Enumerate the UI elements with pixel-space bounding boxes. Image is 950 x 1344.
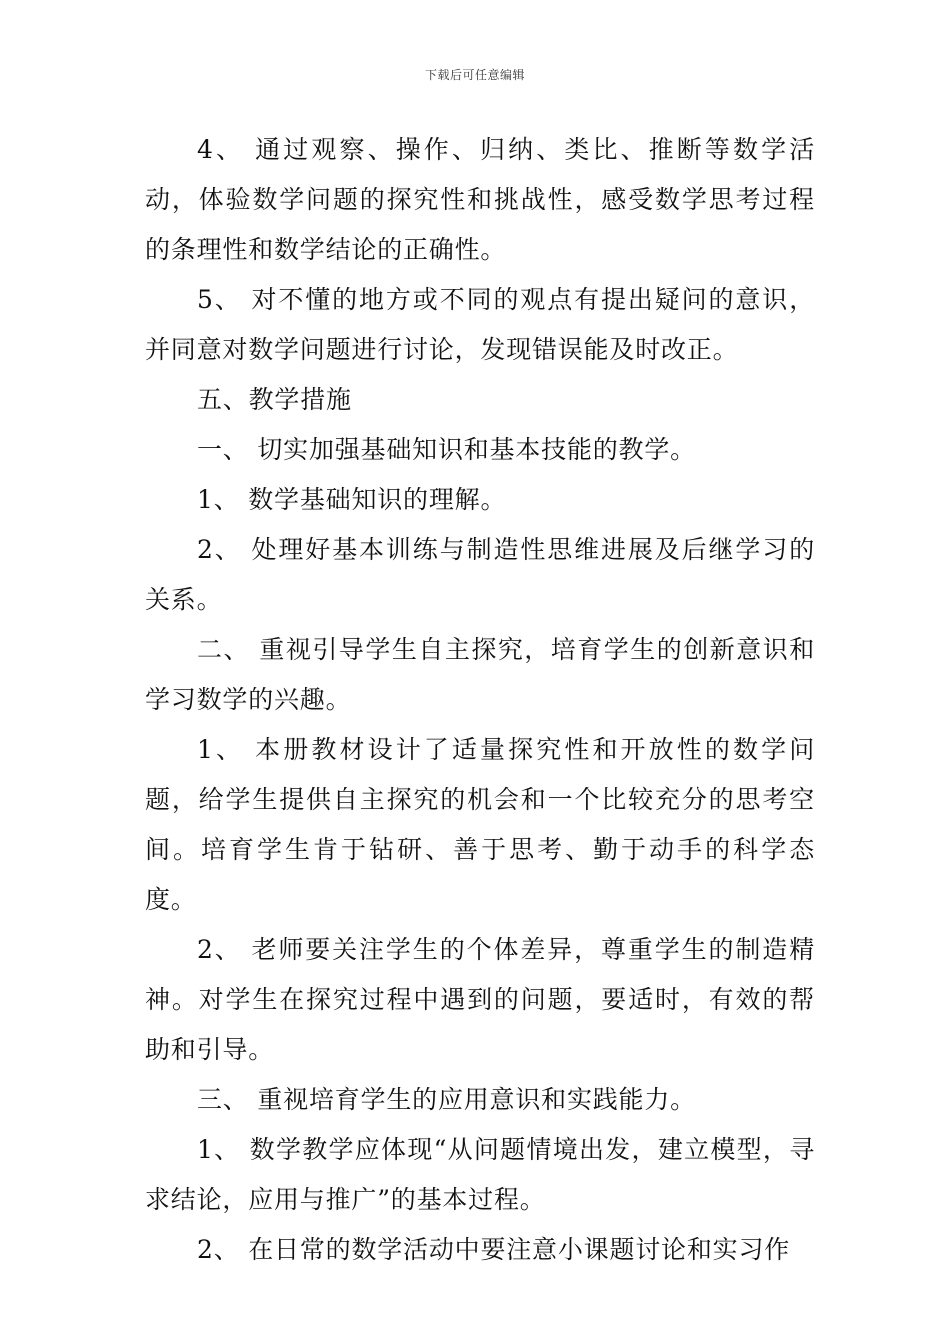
paragraph-item-4: 4、 通过观察、操作、归纳、类比、推断等数学活动，体验数学问题的探究性和挑战性，感受数学思考过程的条理性和数学结论的正确性。 <box>145 135 815 264</box>
paragraph-item: 1、 本册教材设计了适量探究性和开放性的数学问题，给学生提供自主探究的机会和一个比较充分的思考空间。培育学生肯于钻研、善于思考、勤于动手的科学态度。 <box>145 735 815 914</box>
paragraph-item-5: 5、 对不懂的地方或不同的观点有提出疑问的意识，并同意对数学问题进行讨论，发现错误能及时改正。 <box>145 285 815 364</box>
paragraph-item: 2、 处理好基本训练与制造性思维进展及后继学习的关系。 <box>145 535 815 614</box>
paragraph-item: 1、 数学教学应体现“从问题情境出发，建立模型，寻求结论，应用与推广”的基本过程。 <box>145 1135 815 1214</box>
page-header: 下载后可任意编辑 <box>424 68 525 82</box>
paragraph-item: 2、 老师要关注学生的个体差异，尊重学生的制造精神。对学生在探究过程中遇到的问题，要适时，有效的帮助和引导。 <box>145 935 815 1064</box>
subsection-heading-3: 三、 重视培育学生的应用意识和实践能力。 <box>197 1085 696 1114</box>
paragraph-item: 2、 在日常的数学活动中要注意小课题讨论和实习作 <box>197 1235 791 1264</box>
subsection-heading-2: 二、 重视引导学生自主探究，培育学生的创新意识和学习数学的兴趣。 <box>145 635 815 714</box>
document-body <box>145 125 815 1275</box>
section-heading-teaching-measures: 五、教学措施 <box>197 385 352 414</box>
subsection-heading-1: 一、 切实加强基础知识和基本技能的教学。 <box>197 435 696 464</box>
paragraph-item: 1、 数学基础知识的理解。 <box>197 485 507 514</box>
